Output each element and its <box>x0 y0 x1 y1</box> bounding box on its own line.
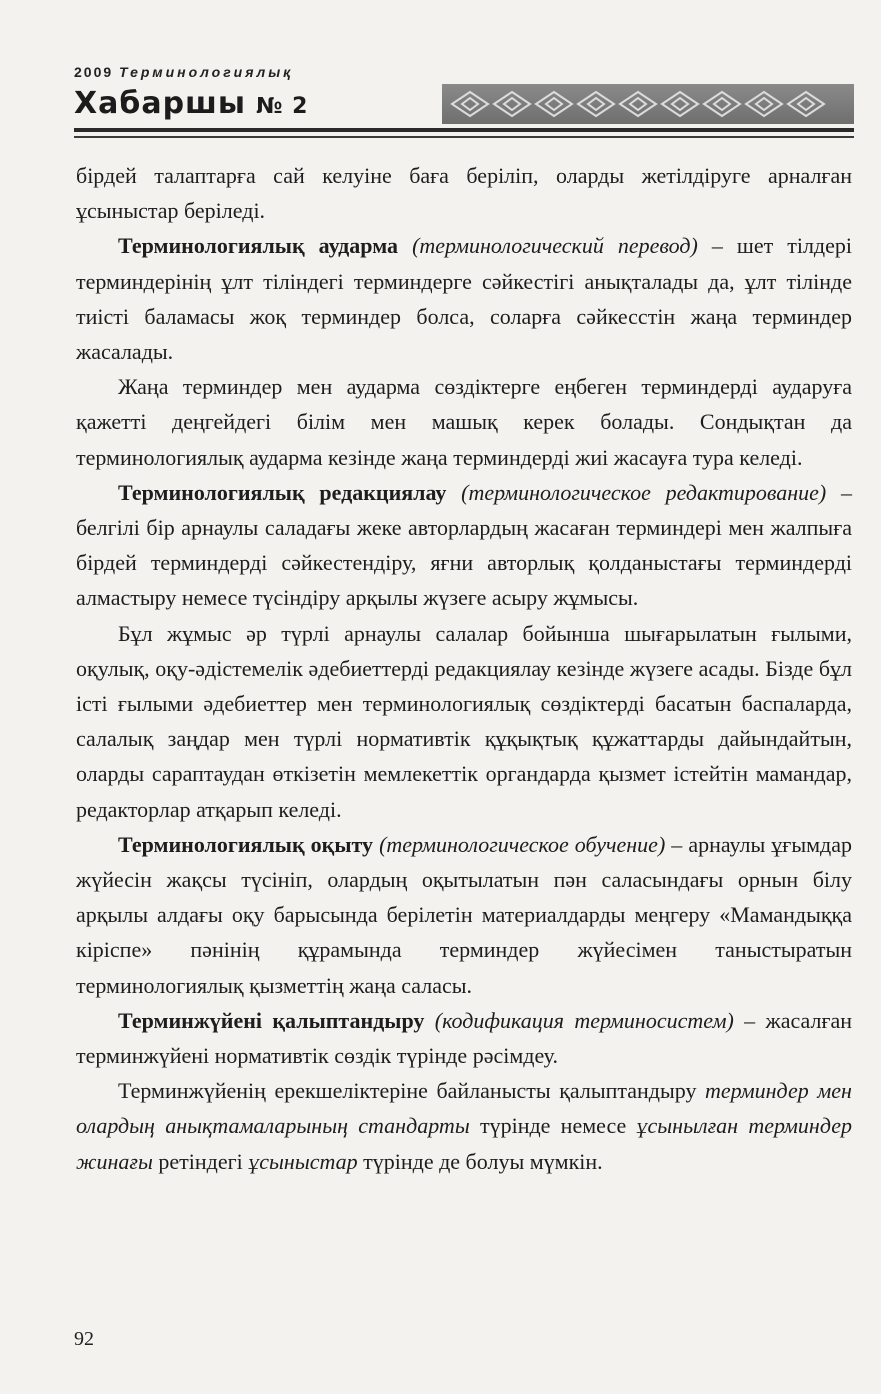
header-rule-thick <box>74 128 854 132</box>
paragraph-text: түрінде немесе <box>469 1113 637 1139</box>
term-heading: Терминологиялық оқыту <box>118 831 374 857</box>
paragraph <box>76 369 852 475</box>
paragraph <box>76 158 852 228</box>
paragraph-text: Терминжүйенің ерекшеліктеріне байланысты қалыптандыру <box>118 1078 706 1104</box>
page-number: 92 <box>74 1328 94 1350</box>
paragraph-text <box>398 233 412 258</box>
paragraph-text <box>446 480 461 505</box>
running-header <box>74 60 854 150</box>
italic-phrase: (терминологический перевод) <box>412 233 698 259</box>
paragraph <box>76 228 852 369</box>
ornament-band <box>442 84 854 124</box>
paragraph-text: бірдей талаптарға сай келуіне баға беріліп, оларды жетілдіруге арналған ұсыныстар беріледі. <box>76 163 852 224</box>
italic-phrase: ұсынылған терминдер жинағы <box>76 1113 852 1174</box>
issue-number: № 2 <box>256 94 309 119</box>
paragraph-text: – арнаулы ұғымдар жүйесін жақсы түсініп, олардың оқытылатын пән саласындағы орнын білу арқылы алдағы оқу барысында берілетін материалдарды меңгеру «Мамандыққа кіріспе» пәнінің құрамында терминдер жүйесімен таныстыратын терминологиялық қызметтің жаңа саласы. <box>76 831 852 998</box>
paragraph <box>76 1003 852 1073</box>
italic-phrase: (терминологическое обучение) <box>379 831 666 857</box>
term-heading: Терминжүйені қалыптандыру <box>118 1007 425 1033</box>
paragraph-text: – шет тілдері терминдерінің ұлт тіліндегі терминдерге сәйкестігі анықталады да, ұлт тілінде тиісті баламасы жоқ терминдер болса, соларға сәйкесстін жаңа терминдер жасалады. <box>76 233 852 365</box>
article-body <box>76 158 852 1179</box>
term-heading: Терминологиялық редакциялау <box>118 479 447 505</box>
paragraph-text: Бұл жұмыс әр түрлі арнаулы салалар бойынша шығарылатын ғылыми, оқулық, оқу-әдістемелік әдебиеттерді редакциялау кезінде жүзеге асады. Бізде бұл істі ғылыми әдебиеттер мен терминологиялық сөздіктерді басатын баспаларда, салалық заңдар мен түрлі нормативтік құқықтық құжаттарды дайындайтын, оларды сараптаудан өткізетін мемлекеттік органдарда қызмет істейтін мамандар, редакторлар атқарып келеді. <box>76 620 852 822</box>
header-series: Терминологиялық <box>119 64 294 80</box>
paragraph-text: – белгілі бір арнаулы саладағы жеке авторлардың жасаған терминдері мен жалпыға бірдей терминдерді сәйкестендіру, яғни авторлық қолданыстағы терминдерді алмастыру немесе түсіндіру арқылы жүзеге асыру жұмысы. <box>76 479 853 611</box>
italic-phrase: (кодификация терминосистем) <box>434 1007 734 1033</box>
paragraph-text: ретіндегі <box>152 1148 249 1174</box>
journal-name: Хабаршы <box>74 86 247 121</box>
italic-phrase: (терминологическое редактирование) <box>461 479 827 505</box>
paragraph <box>76 827 852 1003</box>
paragraph-text: Жаңа терминдер мен аударма сөздіктерге еңбеген терминдерді аударуға қажетті деңгейдегі білім мен машық керек болады. Сондықтан да терминологиялық аударма кезінде жаңа терминдерді жиі жасауға тура келеді. <box>76 374 852 470</box>
paragraph-text: – жасалған терминжүйені нормативтік сөздік түрінде рәсімдеу. <box>76 1007 853 1069</box>
journal-title <box>74 86 308 121</box>
paragraph <box>76 616 852 827</box>
italic-phrase: терминдер мен олардың анықтамаларының стандарты <box>76 1078 852 1139</box>
paragraph <box>76 1073 852 1179</box>
paragraph-text <box>424 1008 434 1033</box>
italic-phrase: ұсыныстар <box>248 1148 358 1174</box>
paragraph <box>76 475 852 616</box>
header-rule-thin <box>74 136 854 138</box>
term-heading: Терминологиялық аударма <box>118 233 399 259</box>
ornament-pattern-icon <box>442 84 854 124</box>
paragraph-text: түрінде де болуы мүмкін. <box>357 1148 603 1174</box>
header-year: 2009 <box>74 64 114 80</box>
header-band <box>74 84 854 124</box>
header-year-line <box>74 64 293 80</box>
